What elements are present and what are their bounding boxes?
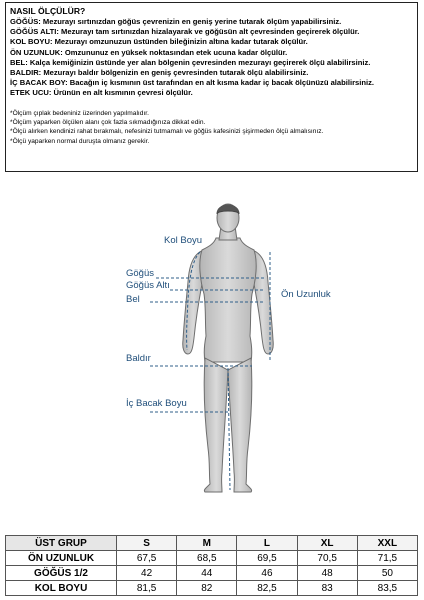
table-header-cell: L bbox=[237, 536, 297, 551]
table-cell: 83,5 bbox=[357, 581, 417, 596]
table-header-cell: S bbox=[117, 536, 177, 551]
table-cell: 69,5 bbox=[237, 551, 297, 566]
table-row bbox=[6, 551, 418, 566]
table-cell: 82 bbox=[177, 581, 237, 596]
guide-note: *Ölçüm yaparken ölçülen alanı çok fazla sıkmadığınıza dikkat edin. bbox=[10, 119, 206, 127]
table-cell: 50 bbox=[357, 566, 417, 581]
table-header-cell: ÜST GRUP bbox=[6, 536, 117, 551]
label-bel: Bel bbox=[126, 294, 140, 305]
size-table-header bbox=[6, 536, 418, 551]
table-row bbox=[6, 566, 418, 581]
table-header-cell: XL bbox=[297, 536, 357, 551]
label-on-uzunluk: Ön Uzunluk bbox=[281, 289, 331, 300]
label-gogus-alti: Göğüs Altı bbox=[126, 280, 170, 291]
guide-line-gogus: GÖĞÜS: Mezurayı sırtınızdan göğüs çevrenizin en geniş yerine tutarak ölçüm yapabilirsiniz. bbox=[10, 17, 342, 26]
guide-line-bel: BEL: Kalça kemiğinizin üstünde yer alan bölgenin çevresinden mezurayı geçirerek ölçü alabilirsiniz. bbox=[10, 57, 371, 67]
table-cell: 81,5 bbox=[117, 581, 177, 596]
table-cell: 42 bbox=[117, 566, 177, 581]
guide-note: *Ölçü yaparken normal duruşta olmanız gerekir. bbox=[10, 137, 150, 145]
table-header-cell: XXL bbox=[357, 536, 417, 551]
label-kol-boyu: Kol Boyu bbox=[164, 235, 203, 246]
table-cell: 48 bbox=[297, 566, 357, 581]
table-cell: 68,5 bbox=[177, 551, 237, 566]
guide-line-baldir: BALDIR: Mezurayı baldır bölgenizin en geniş çevresinden tutarak ölçü alabilirsiniz. bbox=[10, 68, 309, 78]
table-cell: KOL BOYU bbox=[6, 581, 117, 596]
table-cell: 70,5 bbox=[297, 551, 357, 566]
table-cell: 82,5 bbox=[237, 581, 297, 596]
guide-line-ic-bacak: İÇ BACAK BOY: Bacağın iç kısmının üst tarafından en alt kısma kadar iç bacak ölçünüzü alabilirsiniz. bbox=[10, 78, 375, 88]
table-cell: GÖĞÜS 1/2 bbox=[6, 566, 117, 581]
guide-line-kol-boyu: KOL BOYU: Mezurayı omzunuzun üstünden bileğinizin altına kadar tutarak ölçülür. bbox=[10, 37, 308, 47]
table-cell: 44 bbox=[177, 566, 237, 581]
label-baldir: Baldır bbox=[126, 353, 151, 364]
guide-title: NASIL ÖLÇÜLÜR? bbox=[10, 6, 86, 16]
guide-note: *Ölçüm çıplak bedeniniz üzerinden yapılmalıdır. bbox=[10, 109, 149, 117]
table-cell: 83 bbox=[297, 581, 357, 596]
guide-note: *Ölçü alırken kendinizi rahat bırakmalı, nefesinizi tutmamalı ve göğüs kafesinizi şişirmeden ölçü almalısınız. bbox=[10, 128, 324, 136]
table-cell: 71,5 bbox=[357, 551, 417, 566]
measurement-guide bbox=[5, 2, 418, 172]
body-silhouette bbox=[0, 190, 424, 510]
body-figure bbox=[0, 190, 424, 510]
table-header-cell: M bbox=[177, 536, 237, 551]
size-table bbox=[5, 535, 418, 596]
table-cell: 67,5 bbox=[117, 551, 177, 566]
table-row bbox=[6, 581, 418, 596]
torso bbox=[200, 238, 256, 362]
guide-notes bbox=[10, 109, 413, 147]
label-ic-bacak: İç Bacak Boyu bbox=[126, 398, 187, 409]
label-gogus: Göğüs bbox=[126, 268, 154, 279]
right-leg bbox=[228, 358, 252, 492]
table-cell: 46 bbox=[237, 566, 297, 581]
table-cell: ÖN UZUNLUK bbox=[6, 551, 117, 566]
left-leg bbox=[204, 358, 228, 492]
guide-line-on-uzunluk: ÖN UZUNLUK: Omzununuz en yüksek noktasından etek ucuna kadar ölçülür. bbox=[10, 47, 288, 57]
guide-line-etek-ucu: ETEK UCU: Ürünün en alt kısmının çevresi ölçülür. bbox=[10, 88, 193, 98]
guide-line-gogus-alti: GÖĞÜS ALTI: Mezurayı tam sırtınızdan hizalayarak ve göğüsün alt çevresinden geçirerek ölçülür. bbox=[10, 27, 360, 37]
